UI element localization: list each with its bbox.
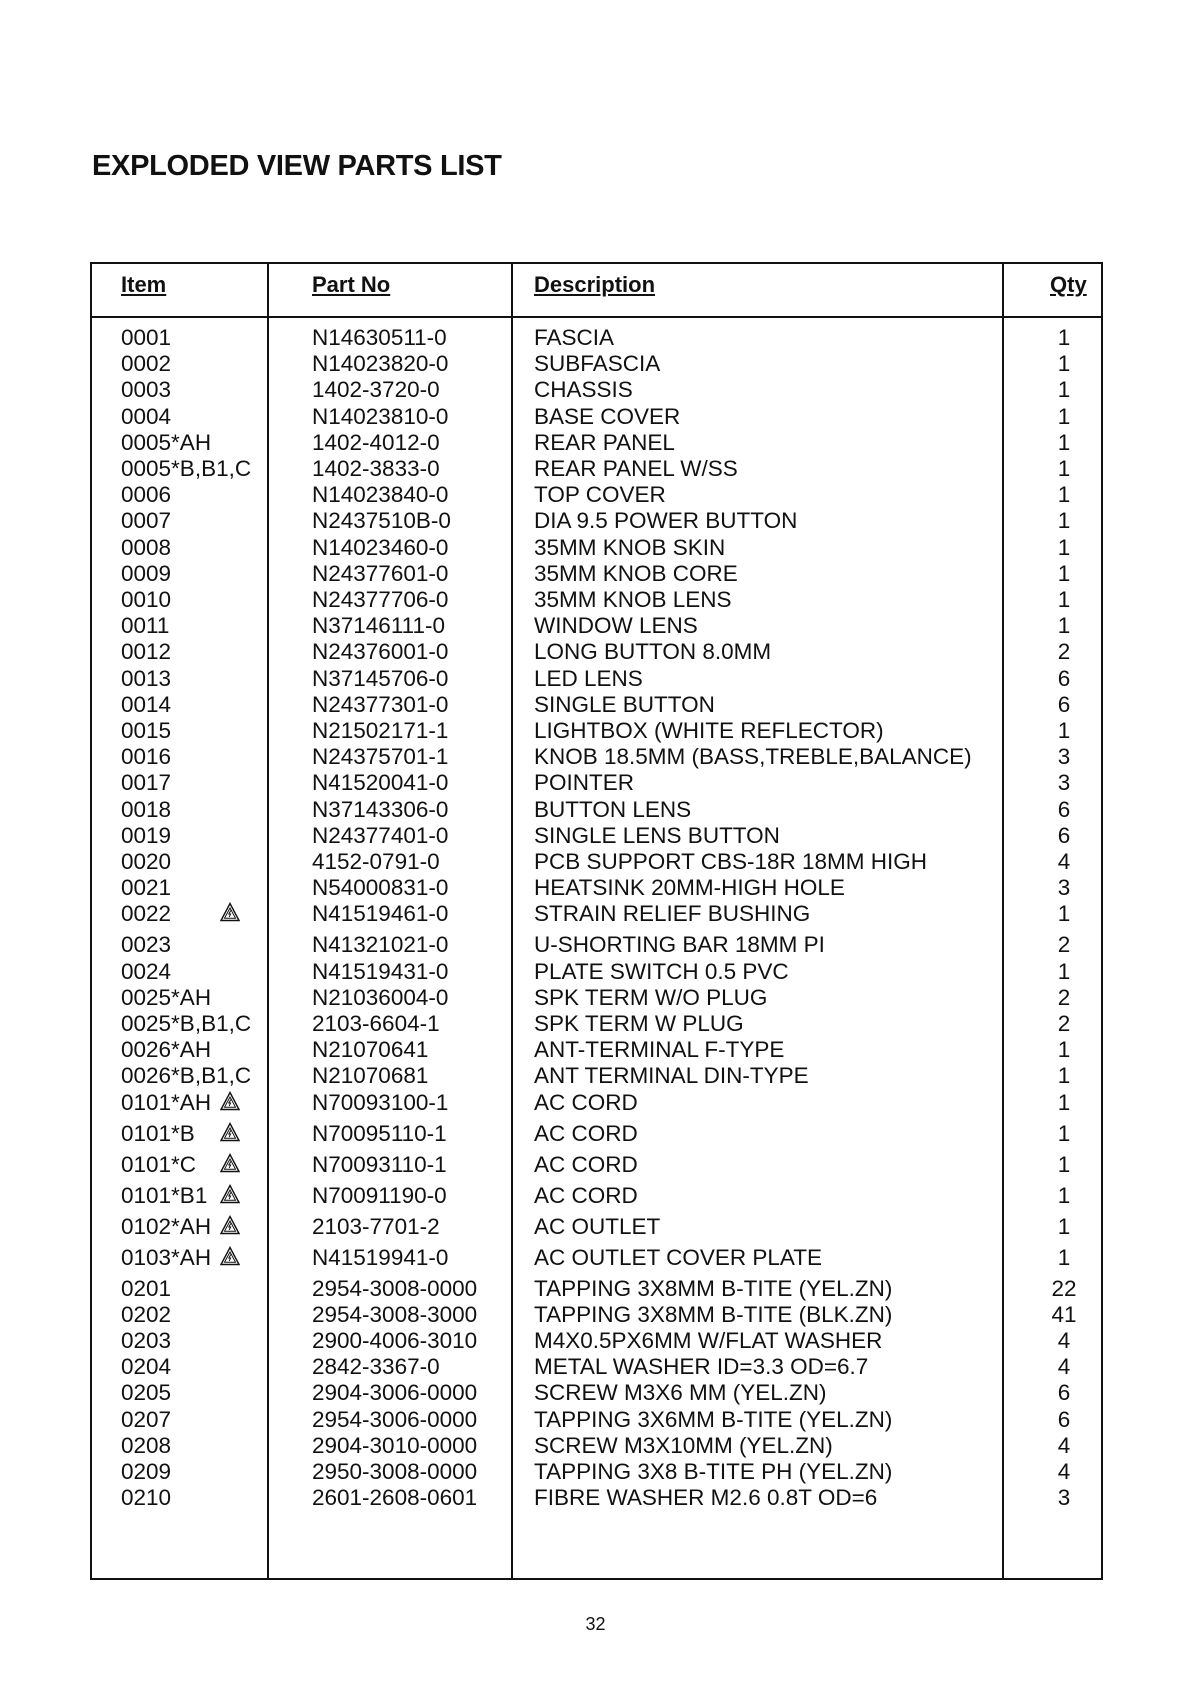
row-part-no: N24377601-0 — [312, 560, 449, 586]
table-row — [92, 874, 1101, 902]
row-description: REAR PANEL — [534, 429, 675, 455]
row-qty: 1 — [1057, 1151, 1071, 1177]
row-qty: 4 — [1057, 1328, 1071, 1353]
row-part-no: N24377401-0 — [312, 822, 449, 848]
table-row — [92, 665, 1101, 693]
row-description: FASCIA — [534, 325, 615, 350]
row-part-no: N54000831-0 — [312, 875, 449, 901]
row-description: SCREW M3X10MM (YEL.ZN) — [534, 1432, 833, 1458]
table-row — [92, 403, 1101, 431]
row-item: 0025*AH — [121, 984, 212, 1010]
row-qty: 1 — [1057, 560, 1071, 586]
table-row — [92, 1062, 1101, 1090]
row-description: LIGHTBOX (WHITE REFLECTOR) — [534, 718, 884, 743]
row-part-no: 2842-3367-0 — [312, 1354, 440, 1380]
row-part-no: N14630511-0 — [312, 325, 447, 350]
row-qty: 22 — [1051, 1275, 1077, 1301]
row-item: 0018 — [121, 796, 172, 822]
row-description: TAPPING 3X6MM B-TITE (YEL.ZN) — [534, 1406, 893, 1432]
row-part-no: N2437510B-0 — [312, 508, 451, 534]
table-row — [92, 612, 1101, 640]
row-part-no: 2904-3010-0000 — [312, 1432, 478, 1458]
row-qty: 6 — [1057, 1406, 1071, 1432]
row-qty: 1 — [1057, 1063, 1071, 1089]
row-part-no: 1402-3833-0 — [312, 456, 440, 481]
row-part-no: N24375701-1 — [312, 744, 449, 770]
table-row — [92, 743, 1101, 771]
table-row — [92, 822, 1101, 850]
row-item: 0016 — [121, 744, 172, 770]
row-description: SCREW M3X6 MM (YEL.ZN) — [534, 1380, 827, 1406]
table-row — [92, 1213, 1101, 1241]
row-part-no: N41519431-0 — [312, 958, 449, 984]
header-divider — [92, 316, 1101, 318]
row-qty: 1 — [1057, 456, 1071, 481]
row-part-no: N14023820-0 — [312, 351, 449, 377]
row-item: 0005*B,B1,C — [121, 456, 252, 481]
row-description: STRAIN RELIEF BUSHING — [534, 901, 811, 927]
table-row — [92, 769, 1101, 797]
table-row — [92, 1458, 1101, 1486]
row-qty: 3 — [1057, 1485, 1071, 1511]
row-description: CHASSIS — [534, 377, 633, 403]
header-item: Item — [121, 272, 167, 297]
table-row — [92, 324, 1101, 352]
row-qty: 1 — [1057, 508, 1071, 534]
row-description: AC CORD — [534, 1120, 638, 1146]
row-description: AC CORD — [534, 1089, 638, 1115]
row-item: 0001 — [121, 325, 172, 350]
row-part-no: N37143306-0 — [312, 796, 449, 822]
table-row — [92, 429, 1101, 457]
row-part-no: N14023810-0 — [312, 403, 449, 429]
row-qty: 1 — [1057, 1213, 1071, 1239]
row-qty: 6 — [1057, 691, 1071, 717]
row-item: 0007 — [121, 508, 172, 534]
row-qty: 2 — [1057, 639, 1071, 665]
row-description: TAPPING 3X8MM B-TITE (BLK.ZN) — [534, 1301, 893, 1327]
row-description: AC OUTLET — [534, 1213, 661, 1239]
header-description: Description — [534, 272, 656, 297]
row-qty: 6 — [1057, 796, 1071, 822]
table-row — [92, 507, 1101, 535]
row-qty: 3 — [1057, 744, 1071, 770]
table-row — [92, 586, 1101, 614]
row-part-no: N41321021-0 — [312, 932, 449, 958]
row-qty: 1 — [1057, 429, 1071, 455]
table-row — [92, 691, 1101, 719]
row-part-no: N14023840-0 — [312, 482, 449, 508]
table-row — [92, 1484, 1101, 1512]
table-row — [92, 1379, 1101, 1407]
row-item: 0101*C — [121, 1151, 197, 1177]
row-part-no: 2950-3008-0000 — [312, 1459, 478, 1484]
table-row — [92, 1327, 1101, 1355]
row-item: 0004 — [121, 403, 172, 429]
row-qty: 2 — [1057, 984, 1071, 1010]
row-qty: 1 — [1057, 1120, 1071, 1146]
row-part-no: 4152-0791-0 — [312, 849, 440, 874]
row-part-no: 2601-2608-0601 — [312, 1485, 478, 1511]
row-item: 0015 — [121, 718, 172, 743]
row-description: LONG BUTTON 8.0MM — [534, 639, 772, 665]
row-item: 0210 — [121, 1485, 172, 1511]
row-part-no: N24377706-0 — [312, 587, 449, 612]
row-description: FIBRE WASHER M2.6 0.8T OD=6 — [534, 1485, 878, 1511]
table-row — [92, 1151, 1101, 1179]
row-item: 0011 — [121, 613, 170, 639]
row-qty: 3 — [1057, 875, 1071, 901]
row-item: 0026*AH — [121, 1037, 212, 1063]
warning-triangle-icon — [220, 1245, 240, 1267]
row-item: 0012 — [121, 639, 172, 665]
row-part-no: 2904-3006-0000 — [312, 1380, 478, 1406]
row-item: 0202 — [121, 1301, 172, 1327]
row-part-no: N21036004-0 — [312, 984, 449, 1010]
table-row — [92, 984, 1101, 1012]
row-qty: 6 — [1057, 665, 1071, 691]
row-description: 35MM KNOB LENS — [534, 587, 732, 612]
row-qty: 1 — [1057, 1037, 1071, 1063]
row-item: 0102*AH — [121, 1213, 212, 1239]
row-part-no: 2103-7701-2 — [312, 1213, 440, 1239]
warning-triangle-icon — [220, 901, 240, 923]
row-item: 0203 — [121, 1328, 172, 1353]
row-part-no: 2954-3008-3000 — [312, 1301, 478, 1327]
table-row — [92, 717, 1101, 745]
parts-table — [90, 262, 1103, 1580]
table-row — [92, 958, 1101, 986]
row-item: 0009 — [121, 560, 172, 586]
row-description: HEATSINK 20MM-HIGH HOLE — [534, 875, 845, 901]
row-part-no: N41519941-0 — [312, 1244, 449, 1270]
row-qty: 2 — [1057, 932, 1071, 958]
table-row — [92, 1432, 1101, 1460]
table-row — [92, 1182, 1101, 1210]
row-part-no: N21070641 — [312, 1037, 429, 1063]
row-qty: 1 — [1057, 613, 1071, 639]
row-qty: 4 — [1057, 1459, 1071, 1484]
table-row — [92, 900, 1101, 928]
row-description: PLATE SWITCH 0.5 PVC — [534, 958, 789, 984]
row-qty: 1 — [1057, 325, 1071, 350]
row-description: TOP COVER — [534, 482, 666, 508]
row-qty: 1 — [1057, 351, 1071, 377]
row-description: 35MM KNOB CORE — [534, 560, 738, 586]
row-part-no: 2103-6604-1 — [312, 1011, 440, 1036]
row-item: 0003 — [121, 377, 172, 403]
row-description: POINTER — [534, 770, 635, 796]
row-qty: 6 — [1057, 822, 1071, 848]
table-row — [92, 534, 1101, 562]
row-part-no: 2954-3008-0000 — [312, 1275, 478, 1301]
row-description: M4X0.5PX6MM W/FLAT WASHER — [534, 1328, 883, 1353]
row-part-no: N21502171-1 — [312, 718, 449, 743]
row-item: 0020 — [121, 849, 172, 874]
header-part-no: Part No — [312, 272, 391, 297]
row-part-no: N24376001-0 — [312, 639, 449, 665]
row-item: 0204 — [121, 1354, 172, 1380]
row-part-no: 2900-4006-3010 — [312, 1328, 478, 1353]
table-row — [92, 848, 1101, 876]
row-item: 0002 — [121, 351, 172, 377]
row-part-no: N41519461-0 — [312, 901, 449, 927]
table-row — [92, 1406, 1101, 1434]
row-qty: 1 — [1057, 1089, 1071, 1115]
row-description: DIA 9.5 POWER BUTTON — [534, 508, 798, 534]
table-row — [92, 638, 1101, 666]
table-row — [92, 1036, 1101, 1064]
row-part-no: N24377301-0 — [312, 691, 449, 717]
table-row — [92, 1089, 1101, 1117]
row-qty: 1 — [1057, 958, 1071, 984]
row-item: 0101*AH — [121, 1089, 212, 1115]
row-part-no: 1402-4012-0 — [312, 429, 440, 455]
row-qty: 4 — [1057, 1354, 1071, 1380]
table-row — [92, 1353, 1101, 1381]
table-row — [92, 481, 1101, 509]
warning-triangle-icon — [220, 1121, 240, 1143]
table-row — [92, 455, 1101, 483]
table-row — [92, 560, 1101, 588]
row-item: 0103*AH — [121, 1244, 212, 1270]
row-qty: 4 — [1057, 849, 1071, 874]
row-description: AC OUTLET COVER PLATE — [534, 1244, 822, 1270]
row-item: 0008 — [121, 534, 172, 560]
table-row — [92, 1275, 1101, 1303]
row-item: 0013 — [121, 665, 172, 691]
page-number: 32 — [585, 1614, 606, 1634]
row-part-no: N41520041-0 — [312, 770, 449, 796]
row-description: SUBFASCIA — [534, 351, 661, 377]
header-qty: Qty — [1050, 272, 1087, 297]
row-qty: 1 — [1057, 377, 1071, 403]
row-description: PCB SUPPORT CBS-18R 18MM HIGH — [534, 849, 928, 874]
row-description: BASE COVER — [534, 403, 681, 429]
row-item: 0201 — [121, 1275, 172, 1301]
row-qty: 1 — [1057, 901, 1071, 927]
row-item: 0025*B,B1,C — [121, 1011, 252, 1036]
warning-triangle-icon — [220, 1152, 240, 1174]
row-description: U-SHORTING BAR 18MM PI — [534, 932, 825, 958]
row-part-no: N21070681 — [312, 1063, 429, 1089]
row-qty: 1 — [1057, 587, 1071, 612]
row-qty: 1 — [1057, 718, 1071, 743]
row-item: 0208 — [121, 1432, 172, 1458]
row-part-no: 1402-3720-0 — [312, 377, 440, 403]
row-description: 35MM KNOB SKIN — [534, 534, 726, 560]
warning-triangle-icon — [220, 1183, 240, 1205]
table-row — [92, 796, 1101, 824]
row-qty: 1 — [1057, 1182, 1071, 1208]
row-description: SPK TERM W PLUG — [534, 1011, 744, 1036]
row-description: SINGLE BUTTON — [534, 691, 715, 717]
row-item: 0101*B1 — [121, 1182, 208, 1208]
table-row — [92, 350, 1101, 378]
row-item: 0019 — [121, 822, 172, 848]
row-qty: 2 — [1057, 1011, 1071, 1036]
row-part-no: 2954-3006-0000 — [312, 1406, 478, 1432]
table-row — [92, 376, 1101, 404]
row-item: 0205 — [121, 1380, 172, 1406]
row-item: 0024 — [121, 958, 172, 984]
row-description: SINGLE LENS BUTTON — [534, 822, 780, 848]
row-part-no: N70093100-1 — [312, 1089, 449, 1115]
row-qty: 1 — [1057, 482, 1071, 508]
table-row — [92, 1120, 1101, 1148]
row-description: REAR PANEL W/SS — [534, 456, 738, 481]
row-description: WINDOW LENS — [534, 613, 698, 639]
row-item: 0022 — [121, 901, 172, 927]
row-description: LED LENS — [534, 665, 643, 691]
warning-triangle-icon — [220, 1090, 240, 1112]
row-item: 0209 — [121, 1459, 172, 1484]
row-description: TAPPING 3X8 B-TITE PH (YEL.ZN) — [534, 1459, 893, 1484]
row-item: 0021 — [121, 875, 172, 901]
row-item: 0207 — [121, 1406, 172, 1432]
row-item: 0023 — [121, 932, 172, 958]
warning-triangle-icon — [220, 1214, 240, 1236]
page-title: EXPLODED VIEW PARTS LIST — [92, 150, 502, 182]
row-qty: 1 — [1057, 1244, 1071, 1270]
row-item: 0005*AH — [121, 429, 212, 455]
row-item: 0006 — [121, 482, 172, 508]
table-row — [92, 1244, 1101, 1272]
row-item: 0010 — [121, 587, 172, 612]
row-part-no: N70091190-0 — [312, 1182, 447, 1208]
row-description: BUTTON LENS — [534, 796, 692, 822]
row-description: METAL WASHER ID=3.3 OD=6.7 — [534, 1354, 869, 1380]
row-item: 0014 — [121, 691, 172, 717]
row-description: ANT TERMINAL DIN-TYPE — [534, 1063, 809, 1089]
row-part-no: N70093110-1 — [312, 1151, 447, 1177]
table-row — [92, 1010, 1101, 1038]
row-description: KNOB 18.5MM (BASS,TREBLE,BALANCE) — [534, 744, 972, 770]
row-part-no: N37145706-0 — [312, 665, 449, 691]
row-qty: 3 — [1057, 770, 1071, 796]
row-item: 0026*B,B1,C — [121, 1063, 252, 1089]
row-part-no: N70095110-1 — [312, 1120, 447, 1146]
row-description: ANT-TERMINAL F-TYPE — [534, 1037, 785, 1063]
row-qty: 6 — [1057, 1380, 1071, 1406]
row-description: AC CORD — [534, 1151, 638, 1177]
table-row — [92, 1301, 1101, 1329]
row-qty: 1 — [1057, 534, 1071, 560]
row-part-no: N14023460-0 — [312, 534, 449, 560]
row-part-no: N37146111-0 — [312, 613, 446, 639]
table-row — [92, 931, 1101, 959]
row-qty: 4 — [1057, 1432, 1071, 1458]
row-description: AC CORD — [534, 1182, 638, 1208]
row-item: 0101*B — [121, 1120, 195, 1146]
row-description: TAPPING 3X8MM B-TITE (YEL.ZN) — [534, 1275, 893, 1301]
row-qty: 41 — [1051, 1301, 1077, 1327]
row-item: 0017 — [121, 770, 172, 796]
row-qty: 1 — [1057, 403, 1071, 429]
row-description: SPK TERM W/O PLUG — [534, 984, 768, 1010]
